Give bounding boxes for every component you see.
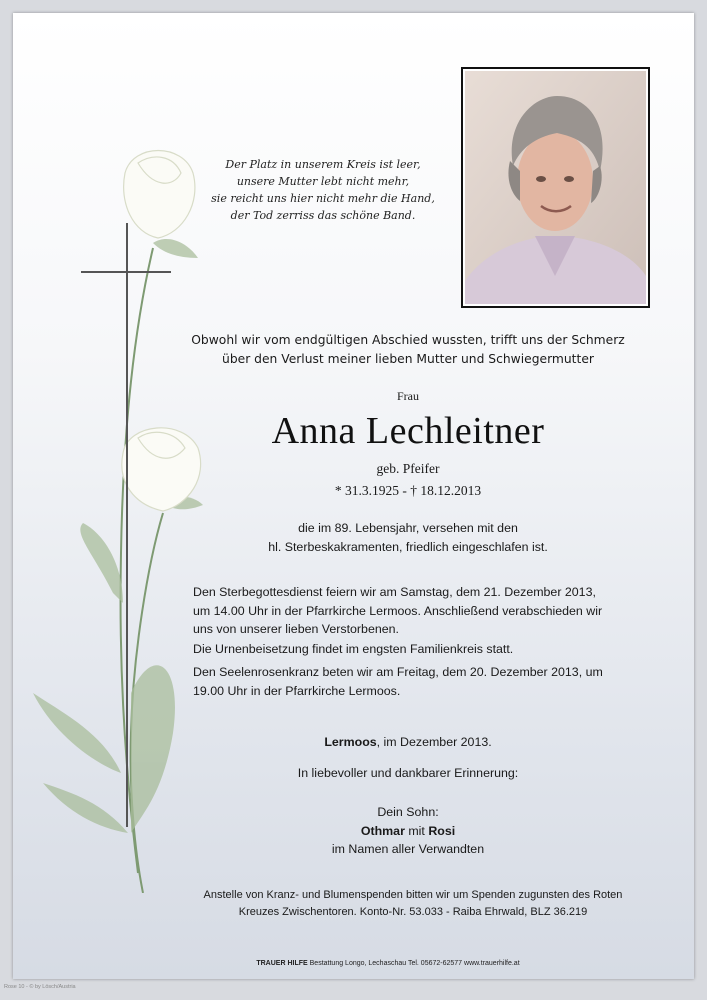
- life-dates: * 31.3.1925 - † 18.12.2013: [334, 483, 482, 498]
- paragraph-line: Den Sterbegottesdienst feiern wir am Samstag, dem 21. Dezember 2013,: [193, 585, 596, 599]
- cross-icon-bar: [81, 271, 171, 273]
- poem-line: sie reicht uns hier nicht mehr die Hand,: [211, 192, 435, 205]
- connector: mit: [404, 824, 429, 838]
- brand-name: TRAUER HILFE: [256, 960, 308, 967]
- rosary-paragraph: [193, 663, 673, 700]
- relatives-line: im Namen aller Verwandten: [331, 842, 485, 856]
- deceased-name: Anna Lechleitner: [271, 410, 545, 452]
- paragraph-line: 19.00 Uhr in der Pfarrkirche Lermoos.: [193, 683, 401, 698]
- date-text: , im Dezember 2013.: [376, 735, 492, 749]
- partner-name: Rosi: [428, 824, 456, 838]
- donation-request: [163, 887, 663, 921]
- portrait-image: [465, 71, 646, 304]
- intro-line: Obwohl wir vom endgültigen Abschied wussten, trifft uns der Schmerz: [191, 333, 625, 347]
- passing-line: die im 89. Lebensjahr, versehen mit den: [298, 521, 518, 535]
- memorial-poem: [208, 156, 438, 224]
- place-date: [263, 735, 553, 749]
- image-credit: Rose 10 - © by Lösch/Austria: [4, 984, 76, 990]
- intro-line: über den Verlust meiner lieben Mutter und Schwiegermutter: [222, 352, 594, 366]
- memory-line: In liebevoller und dankbarer Erinnerung:: [297, 766, 519, 780]
- paragraph-line: Den Seelenrosenkranz beten wir am Freitag, dem 20. Dezember 2013, um: [193, 665, 603, 679]
- mourners: [293, 803, 523, 841]
- place-name: Lermoos: [324, 735, 377, 749]
- passing-text: [203, 519, 613, 557]
- poem-line: Der Platz in unserem Kreis ist leer,: [225, 158, 421, 171]
- intro-text: [163, 331, 653, 369]
- son-name: Othmar: [360, 824, 405, 838]
- portrait-photo: [461, 67, 650, 308]
- maiden-name: geb. Pfeifer: [376, 461, 440, 476]
- donation-line: Anstelle von Kranz- und Blumenspenden bitten wir um Spenden zugunsten des Roten: [203, 889, 623, 901]
- passing-line: hl. Sterbeskakramenten, friedlich eingeschlafen ist.: [268, 540, 548, 554]
- funeral-service-paragraph: [193, 583, 673, 639]
- honorific: Frau: [397, 389, 419, 403]
- cross-icon: [126, 223, 128, 827]
- poem-line: unsere Mutter lebt nicht mehr,: [236, 175, 410, 188]
- urn-burial-paragraph: Die Urnenbeisetzung findet im engsten Familienkreis statt.: [193, 642, 514, 656]
- son-label: Dein Sohn:: [377, 805, 439, 819]
- donation-line: Kreuzes Zwischentoren. Konto-Nr. 53.033 - Raiba Ehrwald, BLZ 36.219: [238, 906, 588, 918]
- funeral-home-footer: [163, 960, 613, 967]
- mourner-names: [293, 822, 523, 841]
- white-rose-illustration: [13, 133, 243, 893]
- paragraph-line: uns von unserer lieben Verstorbenen.: [193, 622, 399, 636]
- footer-info: Bestattung Longo, Lechaschau Tel. 05672-62577 www.trauerhilfe.at: [307, 960, 520, 967]
- poem-line: der Tod zerriss das schöne Band.: [230, 209, 416, 222]
- obituary-card: [13, 13, 694, 979]
- paragraph-line: um 14.00 Uhr in der Pfarrkirche Lermoos. Anschließend verabschieden wir: [193, 603, 603, 618]
